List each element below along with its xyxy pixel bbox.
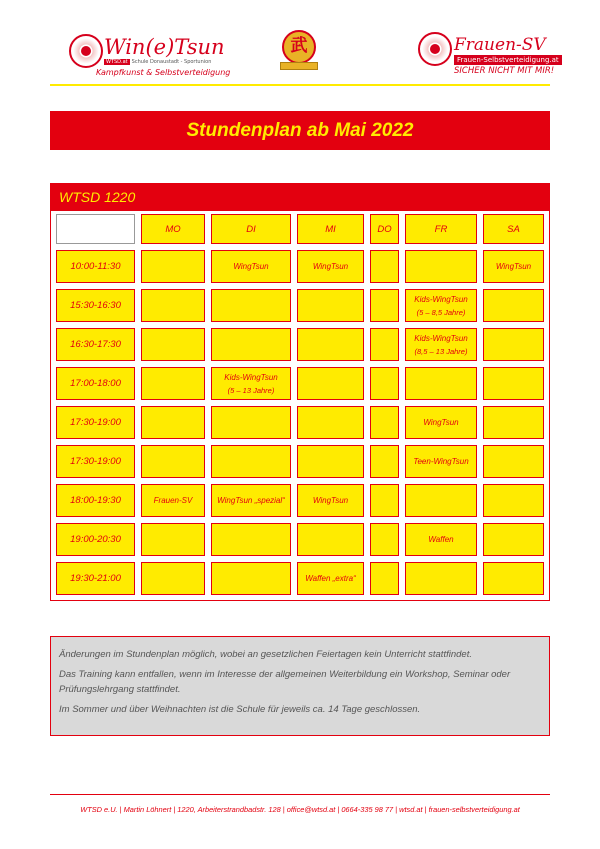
schedule-cell: [483, 328, 544, 361]
schedule-cell: [483, 406, 544, 439]
schedule-cell: [405, 562, 477, 595]
schedule-cell: [370, 367, 399, 400]
schedule-cell: [297, 445, 364, 478]
day-header-mi: MI: [297, 214, 364, 244]
emblem-ribbon: [280, 62, 318, 70]
schedule-cell: [141, 406, 205, 439]
page-header: [50, 30, 559, 82]
schedule-cell: [405, 367, 477, 400]
left-brand-subline: [104, 59, 211, 65]
schedule-cell: [141, 562, 205, 595]
schedule-cell: [483, 523, 544, 556]
time-slot-cell: 15:30-16:30: [56, 289, 135, 322]
schedule-cell: [297, 562, 364, 595]
left-brand-name: Win(e)Tsun: [104, 35, 225, 59]
schedule-cell: [211, 523, 291, 556]
note-text: Im Sommer und über Weihnachten ist die Schule für jeweils ca. 14 Tage geschlossen.: [59, 704, 421, 715]
schedule-cell: [297, 367, 364, 400]
schedule-cell: [483, 445, 544, 478]
time-slot-cell: 19:30-21:00: [56, 562, 135, 595]
right-brand-url: Frauen-Selbstverteidigung.at: [454, 55, 562, 65]
class-name: Kids-WingTsun: [414, 294, 468, 304]
time-slot-cell: 16:30-17:30: [56, 328, 135, 361]
schedule-cell: [405, 523, 477, 556]
schedule-cell: [297, 484, 364, 517]
class-name: WingTsun: [495, 262, 532, 271]
footer-divider: [50, 794, 550, 795]
schedule-cell: [297, 406, 364, 439]
schedule-cell: [141, 484, 205, 517]
schedule-cell: [483, 484, 544, 517]
time-slot-cell: 17:30-19:00: [56, 406, 135, 439]
day-header-di: DI: [211, 214, 291, 244]
schedule-cell: [141, 328, 205, 361]
schedule-cell: [211, 250, 291, 283]
schedule-table: [50, 183, 550, 601]
time-slot-cell: 19:00-20:30: [56, 523, 135, 556]
schedule-cell: [370, 406, 399, 439]
emblem-glyph: 武: [290, 36, 308, 56]
class-age-range: (5 – 13 Jahre): [227, 385, 275, 395]
schedule-cell: [297, 289, 364, 322]
schedule-cell: [370, 523, 399, 556]
schedule-cell: [211, 367, 291, 400]
notes-box: [50, 636, 550, 736]
schedule-cell: [297, 523, 364, 556]
frauen-sv-logo: [418, 32, 559, 80]
schedule-cell: [211, 562, 291, 595]
class-name: Waffen „extra“: [305, 574, 356, 583]
time-slot-cell: 17:30-19:00: [56, 445, 135, 478]
time-slot-cell: 18:00-19:30: [56, 484, 135, 517]
schedule-cell: [483, 562, 544, 595]
class-name: WingTsun: [423, 418, 459, 427]
schedule-cell: [370, 484, 399, 517]
footer-contact: WTSD e.U. | Martin Löhnert | 1220, Arbeiterstrandbadstr. 128 | office@wtsd.at | 0664-335 98 77 | wtsd.at | frauen-selbstverteidigung.at: [80, 805, 520, 814]
schedule-cell: [405, 289, 477, 322]
schedule-cell: [405, 250, 477, 283]
schedule-cell: [370, 445, 399, 478]
schedule-cell: [211, 484, 291, 517]
class-name: Kids-WingTsun: [414, 333, 468, 343]
schedule-cell: [370, 289, 399, 322]
class-name: WingTsun: [312, 496, 349, 505]
schedule-cell: [483, 250, 544, 283]
class-name: Frauen-SV: [153, 496, 193, 505]
class-name: Waffen: [428, 535, 454, 544]
note-text: Das Training kann entfallen, wenn im Interesse der allgemeinen Weiterbildung ein Workshop, Seminar oder Prüfungslehrgang stattfindet.: [59, 669, 511, 695]
schedule-cell: [405, 328, 477, 361]
note-text: Änderungen im Stundenplan möglich, wobei an gesetzlichen Feiertagen kein Unterricht stattfindet.: [59, 649, 472, 660]
day-header-fr: FR: [405, 214, 477, 244]
class-name: Kids-WingTsun: [224, 372, 278, 382]
schedule-cell: [483, 367, 544, 400]
schedule-cell: [370, 328, 399, 361]
schedule-cell: [405, 445, 477, 478]
class-name: WingTsun: [312, 262, 349, 271]
corner-cell: [56, 214, 135, 244]
header-divider: [50, 84, 550, 86]
schedule-cell: [211, 289, 291, 322]
class-name: WingTsun „spezial“: [217, 496, 285, 505]
class-age-range: (8,5 – 13 Jahre): [414, 346, 468, 356]
wingtsun-logo: [58, 32, 231, 80]
class-name: WingTsun: [233, 262, 269, 271]
class-name: Teen-WingTsun: [413, 457, 469, 466]
schedule-cell: [211, 445, 291, 478]
schedule-cell: [211, 328, 291, 361]
schedule-cell: [141, 445, 205, 478]
schedule-cell: [211, 406, 291, 439]
day-header-do: DO: [370, 214, 399, 244]
schedule-cell: [141, 250, 205, 283]
schedule-cell: [141, 367, 205, 400]
time-slot-cell: 17:00-18:00: [56, 367, 135, 400]
day-header-sa: SA: [483, 214, 544, 244]
schedule-cell: [297, 250, 364, 283]
right-brand-tagline: SICHER NICHT MIT MIR!: [454, 66, 555, 76]
schedule-cell: [483, 289, 544, 322]
time-slot-cell: 10:00-11:30: [56, 250, 135, 283]
left-brand-tag: WTSD.at: [106, 59, 128, 65]
class-age-range: (5 – 8,5 Jahre): [416, 307, 466, 317]
left-brand-tagline: Kampfkunst & Selbstverteidigung: [96, 68, 231, 77]
right-brand-name: Frauen-SV: [454, 35, 546, 55]
center-emblem: [278, 30, 320, 76]
schedule-title: WTSD 1220: [59, 189, 136, 205]
schedule-cell: [370, 562, 399, 595]
page-title: Stundenplan ab Mai 2022: [186, 119, 414, 141]
schedule-cell: [141, 289, 205, 322]
title-banner: [50, 111, 550, 150]
schedule-cell: [370, 250, 399, 283]
left-brand-sub-text: Schule Donaustadt - Sportunion: [131, 59, 212, 65]
school-seal-icon: [69, 34, 103, 68]
schedule-header: [51, 184, 549, 211]
day-header-mo: MO: [141, 214, 205, 244]
schedule-cell: [141, 523, 205, 556]
schedule-cell: [405, 406, 477, 439]
frauen-seal-icon: [418, 32, 452, 66]
schedule-cell: [405, 484, 477, 517]
schedule-cell: [297, 328, 364, 361]
